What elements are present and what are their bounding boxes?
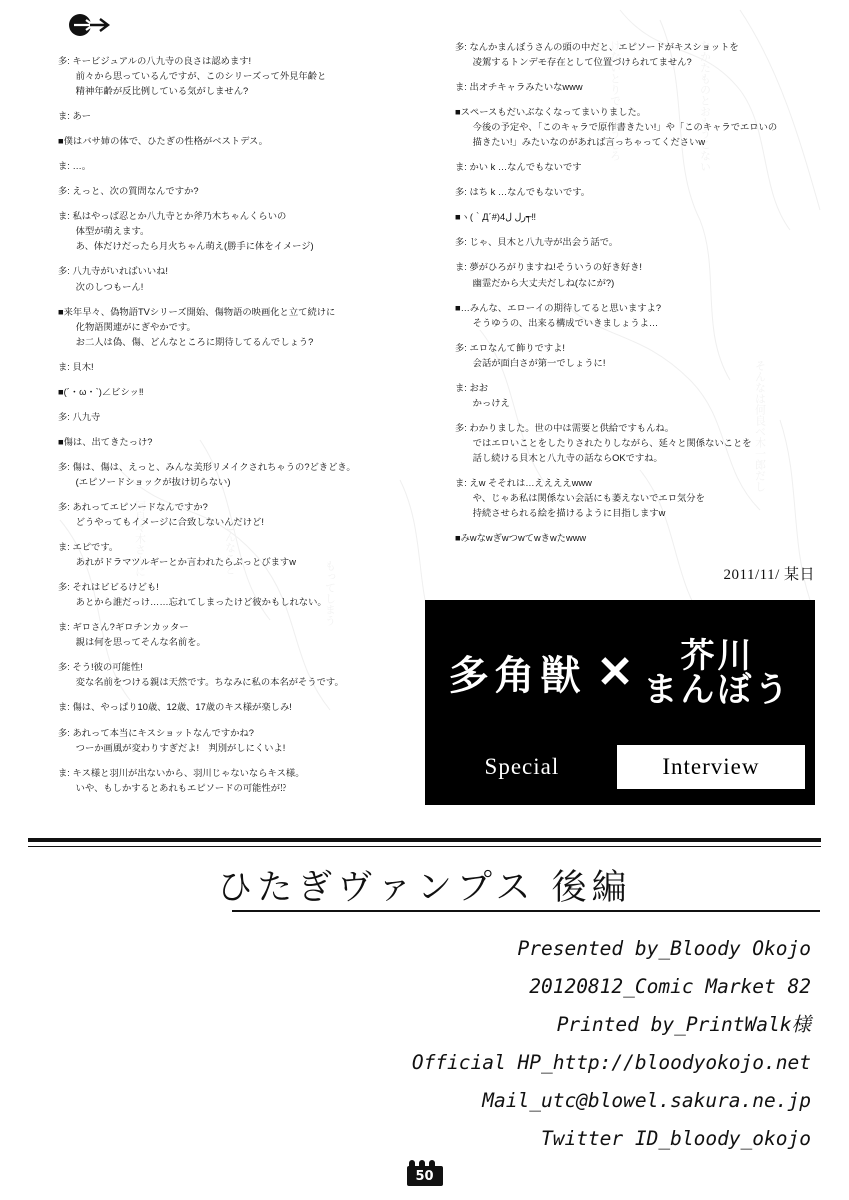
interview-line: [58, 726, 420, 756]
interview-line-main: 多: キービジュアルの八九寺の良さは認めます!: [58, 56, 252, 66]
interview-line-main: ■…みんな、エローイの期待してると思いますよ?: [455, 302, 662, 313]
interview-line-cont: かっけえ: [472, 397, 510, 408]
interview-line-cont: ではエロいことをしたりされたりしながら、延々と関係ないことを: [472, 437, 752, 448]
interview-line-cont: 幽霊だから大丈夫だしね(なにが?): [472, 277, 615, 288]
credit-line: 20120812_Comic Market 82: [529, 975, 811, 999]
interview-line-main: ま: かい k …なんでもないです: [455, 162, 582, 173]
interview-line: [58, 360, 420, 375]
divider-thin: [28, 846, 821, 847]
credit-line: Official HP_http://bloodyokojo.net: [411, 1051, 811, 1075]
interview-line: [58, 540, 420, 570]
interview-line-main: 多: あれってエピソードなんですか?: [58, 501, 208, 512]
interview-line-cont: 持続させられる絵を描けるように目指しますw: [472, 508, 666, 519]
interview-line: [455, 531, 815, 546]
interview-line-cont: 体型が萌えます。: [75, 226, 150, 237]
interview-date: 2011/11/ 某日: [723, 567, 815, 583]
interview-line: [58, 460, 420, 490]
interview-line-cont: 親は何を思ってそんな名前を。: [75, 637, 206, 648]
interview-line-main: ■(´・ω・`)∠ビシッ‼: [58, 386, 144, 397]
interview-line: [58, 660, 420, 690]
page-title: ひたぎヴァンプス 後編: [217, 868, 632, 908]
title-underline: [232, 910, 820, 912]
interview-line-main: ま: キス様と羽川が出ないから、羽川じゃないならキス様。: [58, 767, 305, 778]
interview-line-cont: 前々から思っているんですが、このシリーズって外見年齢と: [75, 71, 327, 82]
interview-line-cont: お二人は偽、傷、どんなところに期待してるんでしょう?: [75, 336, 314, 347]
page-number-value: 50: [407, 1166, 443, 1186]
interview-line-main: ■ヽ(｀Д´#)ﺭﻝ ﻝ4┭‼: [455, 212, 536, 223]
interview-line: [455, 341, 815, 371]
interview-line-main: 多: はち k …なんでもないです。: [455, 187, 591, 198]
interview-line: [58, 766, 420, 796]
interview-line-main: 多: エロなんて飾りですよ!: [455, 342, 566, 353]
interview-line: [455, 301, 815, 331]
credit-line: Mail_utc@blowel.sakura.ne.jp: [482, 1089, 811, 1113]
interview-line: [58, 305, 420, 350]
interview-line: [58, 500, 420, 530]
svg-text:けないとりでしまうしろ: けないとりでしまうしろ: [608, 40, 622, 161]
interview-line-cont: 今後の予定や、「このキャラで原作書きたい!」や「このキャラでエロいの: [472, 122, 778, 133]
interview-line: [58, 410, 420, 425]
credit-line: Presented by_Bloody Okojo: [517, 937, 811, 960]
interview-line-main: ま: 貝木!: [58, 361, 94, 372]
interview-line-cont: そうゆうの、出来る構成でいきましょうよ…: [472, 317, 659, 328]
interview-line: [58, 435, 420, 450]
interview-line: [455, 80, 815, 95]
page-number: [403, 1160, 447, 1186]
interview-line: [455, 260, 815, 290]
credit-line: Printed by_PrintWalk様: [556, 1013, 811, 1037]
interview-line: [455, 421, 815, 466]
interview-line-main: ま: あー: [58, 111, 92, 122]
interview-line: [58, 264, 420, 294]
credits-block: [412, 930, 811, 1158]
interview-line-main: ま: 私はやっぱ忍とか八九寺とか斧乃木ちゃんくらいの: [58, 211, 287, 222]
interview-line: [58, 159, 420, 174]
interview-line-cont: どうやってもイメージに合致しないんだけど!: [75, 517, 264, 528]
interview-line-cont: あれがドラマツルギーとか言われたらぶっとびますw: [75, 557, 296, 568]
interview-line-main: ■みwなwぎwつwてwきwたwww: [455, 533, 587, 544]
interview-line-main: ま: 夢がひろがりますね!そういうの好き好き!: [455, 262, 642, 273]
special-interview-logo: [425, 600, 815, 805]
interview-line-main: ま: えw そそれは…ええええwww: [455, 477, 592, 488]
logo-right-name: [643, 635, 792, 710]
page-number-ears-icon: [403, 1160, 447, 1166]
interview-line-cont: 凌駕するトンデモ存在として位置づけられてません?: [472, 57, 692, 68]
interview-line: [455, 160, 815, 175]
interview-line-main: ま: 傷は、やっぱり10歳、12歳、17歳のキス様が楽しみ!: [58, 702, 292, 713]
interview-line-cont: 変な名前をつける親は天然です。ちなみに私の本名がそうです。: [75, 677, 344, 688]
interview-line-main: ま: エピです。: [58, 542, 119, 553]
logo-title-row: [425, 600, 815, 745]
interview-line-cont: いや、もしかするとあれもエピソードの可能性が⁉: [75, 782, 287, 793]
interview-line-main: 多: 八九寺: [58, 411, 101, 422]
interview-line-main: ま: …。: [58, 161, 92, 172]
interview-line-main: ま: 出オチキャラみたいなwww: [455, 82, 583, 93]
interview-line: [58, 385, 420, 400]
interview-line-cont: あ、体だけだったら月火ちゃん萌え(勝手に体をイメージ): [75, 241, 314, 252]
svg-text:もってしまう: もってしまう: [323, 560, 337, 626]
interview-line: [58, 184, 420, 199]
logo-cross-icon: ✕: [596, 648, 634, 697]
interview-line-main: ■傷は、出てきたっけ?: [58, 436, 153, 447]
interview-line-main: 多: 八九寺がいればいいね!: [58, 266, 169, 277]
interview-line-cont: 精神年齢が反比例している気がしません?: [75, 86, 249, 97]
interview-line: [455, 185, 815, 200]
interview-line-cont: 話し続ける貝木と八九寺の話ならOKですね。: [472, 452, 663, 463]
interview-line-main: 多: わかりました。世の中は需要と供給ですもんね。: [455, 422, 674, 433]
interview-line: [455, 210, 815, 225]
interview-line: [58, 209, 420, 254]
interview-line-main: 多: 傷は、傷は、えっと、みんな美形リメイクされちゃうの?どきどき。: [58, 461, 356, 472]
credit-line: Twitter ID_bloody_okojo: [540, 1127, 811, 1151]
interview-line: [455, 476, 815, 521]
interview-line: [58, 580, 420, 610]
interview-line-cont: (エピソードショックが抜け切らない): [75, 476, 231, 487]
interview-line-cont: 描きたい!」みたいなのがあれば言っちゃってくださいw: [472, 137, 706, 148]
interview-line: [58, 109, 420, 124]
logo-right-name-bottom: まんぼう: [643, 669, 792, 710]
svg-text:そんなは何良べ木一郎だし: そんなは何良べ木一郎だし: [753, 360, 767, 492]
interview-line-main: ■来年早々、偽物語TVシリーズ開始、傷物語の映画化と立て続けに: [58, 306, 336, 317]
interview-line-cont: や、じゃあ私は関係ない会話にも萎えないでエロ気分を: [472, 493, 705, 504]
interview-line: [455, 235, 815, 250]
logo-left-name: 多角獣: [448, 652, 587, 699]
svg-text:阿良々木さんに: 阿良々木さんに: [133, 500, 147, 577]
interview-line-cont: あとから誰だっけ……忘れてしまったけど彼かもしれない。: [75, 597, 327, 608]
interview-line-cont: 次のしつもーん!: [75, 281, 144, 292]
interview-line: [58, 54, 420, 99]
interview-line-main: 多: あれって本当にキスショットなんですかね?: [58, 727, 254, 738]
interview-line-cont: つーか画風が変わりすぎだよ! 判別がしにくいよ!: [75, 742, 286, 753]
svg-text:なかたものとおもうこない: なかたものとおもうこない: [698, 40, 712, 172]
interview-line: [455, 105, 815, 150]
interview-left-column: [58, 54, 420, 806]
interview-line-main: 多: それはビビるけども!: [58, 582, 159, 593]
interview-line: [455, 40, 815, 70]
logo-special-label: Special: [435, 745, 609, 789]
interview-line-cont: 化物語関連がにぎやかです。: [75, 321, 196, 332]
interview-line-main: ■僕はバサ姉の体で、ひたぎの性格がベストデス。: [58, 136, 268, 147]
logo-interview-label: Interview: [617, 745, 805, 789]
interview-line-main: ■スペースもだいぶなくなってまいりました。: [455, 107, 647, 118]
interview-right-column: [455, 40, 815, 556]
interview-line: [455, 381, 815, 411]
interview-line-main: ま: おお: [455, 382, 489, 393]
interview-line-cont: 会話が面白さが第一でしょうに!: [472, 357, 606, 368]
interview-line: [58, 700, 420, 715]
interview-line-main: ま: ギロさん?ギロチンカッター: [58, 622, 189, 633]
interview-line-main: 多: えっと、次の質問なんですか?: [58, 186, 199, 197]
interview-line-main: 多: じゃ、貝木と八九寺が出会う話で。: [455, 237, 619, 248]
interview-line-main: 多: そう!彼の可能性!: [58, 662, 143, 673]
interview-line: [58, 134, 420, 149]
interview-line-main: 多: なんかまんぼうさんの頭の中だと、エピソードがキスショットを: [455, 42, 739, 52]
interview-line: [58, 620, 420, 650]
logo-right-name-top: 芥川: [680, 635, 755, 676]
logo-subtitle-row: [435, 745, 805, 789]
divider-thick: [28, 838, 821, 842]
svg-text:どんなこと: どんなこと: [223, 520, 237, 575]
